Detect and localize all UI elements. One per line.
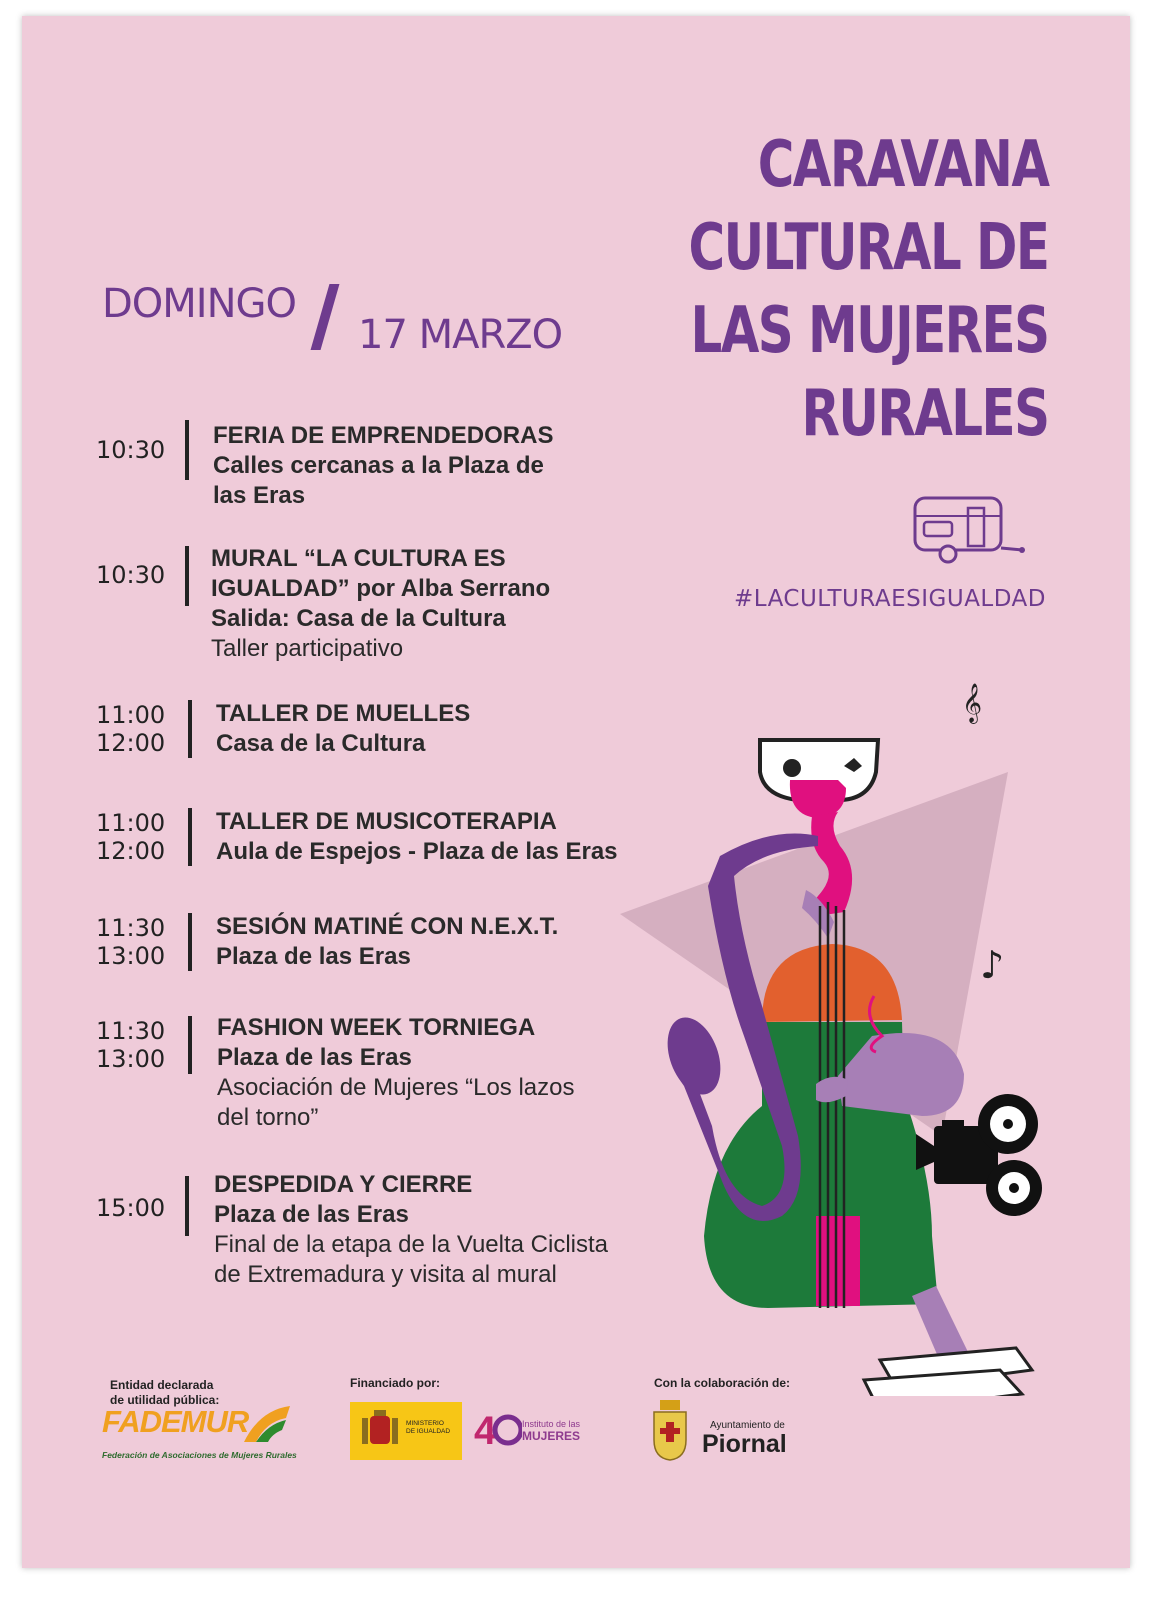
event-note: Final de la etapa de la Vuelta Ciclista — [214, 1231, 609, 1258]
event-divider — [188, 700, 192, 758]
svg-text:𝄞: 𝄞 — [962, 683, 983, 723]
event-location: Plaza de las Eras — [214, 1201, 409, 1228]
title-line: CULTURAL DE — [688, 211, 1048, 285]
event-time — [96, 1017, 178, 1073]
poster-title — [688, 124, 1048, 456]
ministerio-line: MINISTERIO — [406, 1420, 444, 1427]
event-time-end: 12:00 — [96, 729, 166, 757]
event-time — [96, 1194, 178, 1222]
event-location: Plaza de las Eras — [217, 1044, 412, 1071]
event-details — [213, 421, 553, 511]
svg-text:♪: ♪ — [980, 943, 1005, 987]
event-time — [96, 809, 178, 865]
date-date: 17 MARZO — [358, 312, 563, 358]
ministerio-text — [406, 1420, 450, 1436]
title-line: LAS MUJERES — [690, 294, 1048, 368]
event-time — [96, 701, 178, 757]
instituto-line: MUJERES — [522, 1429, 581, 1443]
event-time-start: 15:00 — [96, 1194, 166, 1222]
event-time-end: 12:00 — [96, 837, 166, 865]
svg-text:4: 4 — [474, 1409, 497, 1450]
event-details — [216, 699, 470, 759]
entidad-label-line: Entidad declarada — [110, 1378, 214, 1392]
ministerio-line: DE IGUALDAD — [406, 1428, 451, 1435]
date-day: DOMINGO — [102, 281, 296, 327]
event-title: MURAL “LA CULTURA ES — [211, 545, 506, 572]
event-title: FERIA DE EMPRENDEDORAS — [213, 422, 554, 449]
event-note: Taller participativo — [211, 635, 404, 662]
event-title: TALLER DE MUELLES — [216, 700, 471, 727]
event-time — [96, 914, 178, 970]
event-location: Aula de Espejos - Plaza de las Eras — [216, 838, 618, 865]
fademur-emblem-icon — [242, 1404, 292, 1444]
colaboracion-label: Con la colaboración de: — [654, 1376, 791, 1390]
event-title: DESPEDIDA Y CIERRE — [214, 1171, 473, 1198]
event-time-start: 11:30 — [96, 914, 166, 942]
event-details — [217, 1013, 575, 1133]
event-details — [211, 544, 550, 664]
event-divider — [188, 808, 192, 866]
event-title: FASHION WEEK TORNIEGA — [217, 1014, 536, 1041]
instituto-line: Instituto de las — [522, 1419, 581, 1429]
fademur-subtitle: Federación de Asociaciones de Mujeres Rurales — [102, 1450, 297, 1460]
instituto-mujeres-text — [522, 1418, 580, 1442]
event-time — [96, 436, 178, 464]
ayuntamiento-label: Ayuntamiento de — [710, 1420, 785, 1431]
event-location: Plaza de las Eras — [216, 943, 411, 970]
event-divider — [185, 546, 189, 606]
piornal-coat-of-arms-icon — [652, 1400, 688, 1462]
event-title: TALLER DE MUSICOTERAPIA — [216, 808, 557, 835]
event-time-start: 11:00 — [96, 809, 166, 837]
event-note: del torno” — [217, 1104, 319, 1131]
financiado-label: Financiado por: — [350, 1376, 440, 1390]
coat-of-arms-icon — [360, 1410, 400, 1452]
event-time-end: 13:00 — [96, 1045, 166, 1073]
fademur-logo: FADEMUR — [102, 1404, 249, 1439]
event-time-start: 10:30 — [96, 436, 166, 464]
event-details — [216, 912, 558, 972]
event-divider — [188, 1016, 192, 1074]
event-divider — [185, 420, 189, 480]
ministerio-igualdad-logo — [350, 1402, 462, 1460]
event-location: las Eras — [213, 482, 306, 509]
poster — [22, 16, 1130, 1568]
event-location: Casa de la Cultura — [216, 730, 426, 757]
event-note: de Extremadura y visita al mural — [214, 1261, 557, 1288]
event-time-start: 11:00 — [96, 701, 166, 729]
piornal-label: Piornal — [702, 1430, 787, 1458]
event-location: Calles cercanas a la Plaza de — [213, 452, 544, 479]
event-note: Asociación de Mujeres “Los lazos — [217, 1074, 575, 1101]
event-location: Salida: Casa de la Cultura — [211, 605, 506, 632]
instituto-mujeres-40-icon — [474, 1406, 522, 1450]
event-divider — [188, 913, 192, 971]
date-slash — [311, 284, 340, 350]
event-details — [214, 1170, 608, 1290]
event-divider — [185, 1176, 189, 1236]
event-title: SESIÓN MATINÉ CON N.E.X.T. — [216, 913, 559, 940]
event-title: IGUALDAD” por Alba Serrano — [211, 575, 551, 602]
musician-illustration — [612, 676, 1042, 1396]
caravan-icon — [912, 494, 1028, 566]
event-time-start: 11:30 — [96, 1017, 166, 1045]
title-line: CARAVANA — [757, 128, 1048, 202]
event-details — [216, 807, 618, 867]
event-time — [96, 561, 178, 589]
event-time-end: 13:00 — [96, 942, 166, 970]
event-time-start: 10:30 — [96, 561, 166, 589]
title-line: RURALES — [801, 377, 1048, 451]
entidad-label-line: de utilidad pública: — [110, 1393, 220, 1407]
hashtag: #LACULTURAESIGUALDAD — [733, 586, 1046, 612]
